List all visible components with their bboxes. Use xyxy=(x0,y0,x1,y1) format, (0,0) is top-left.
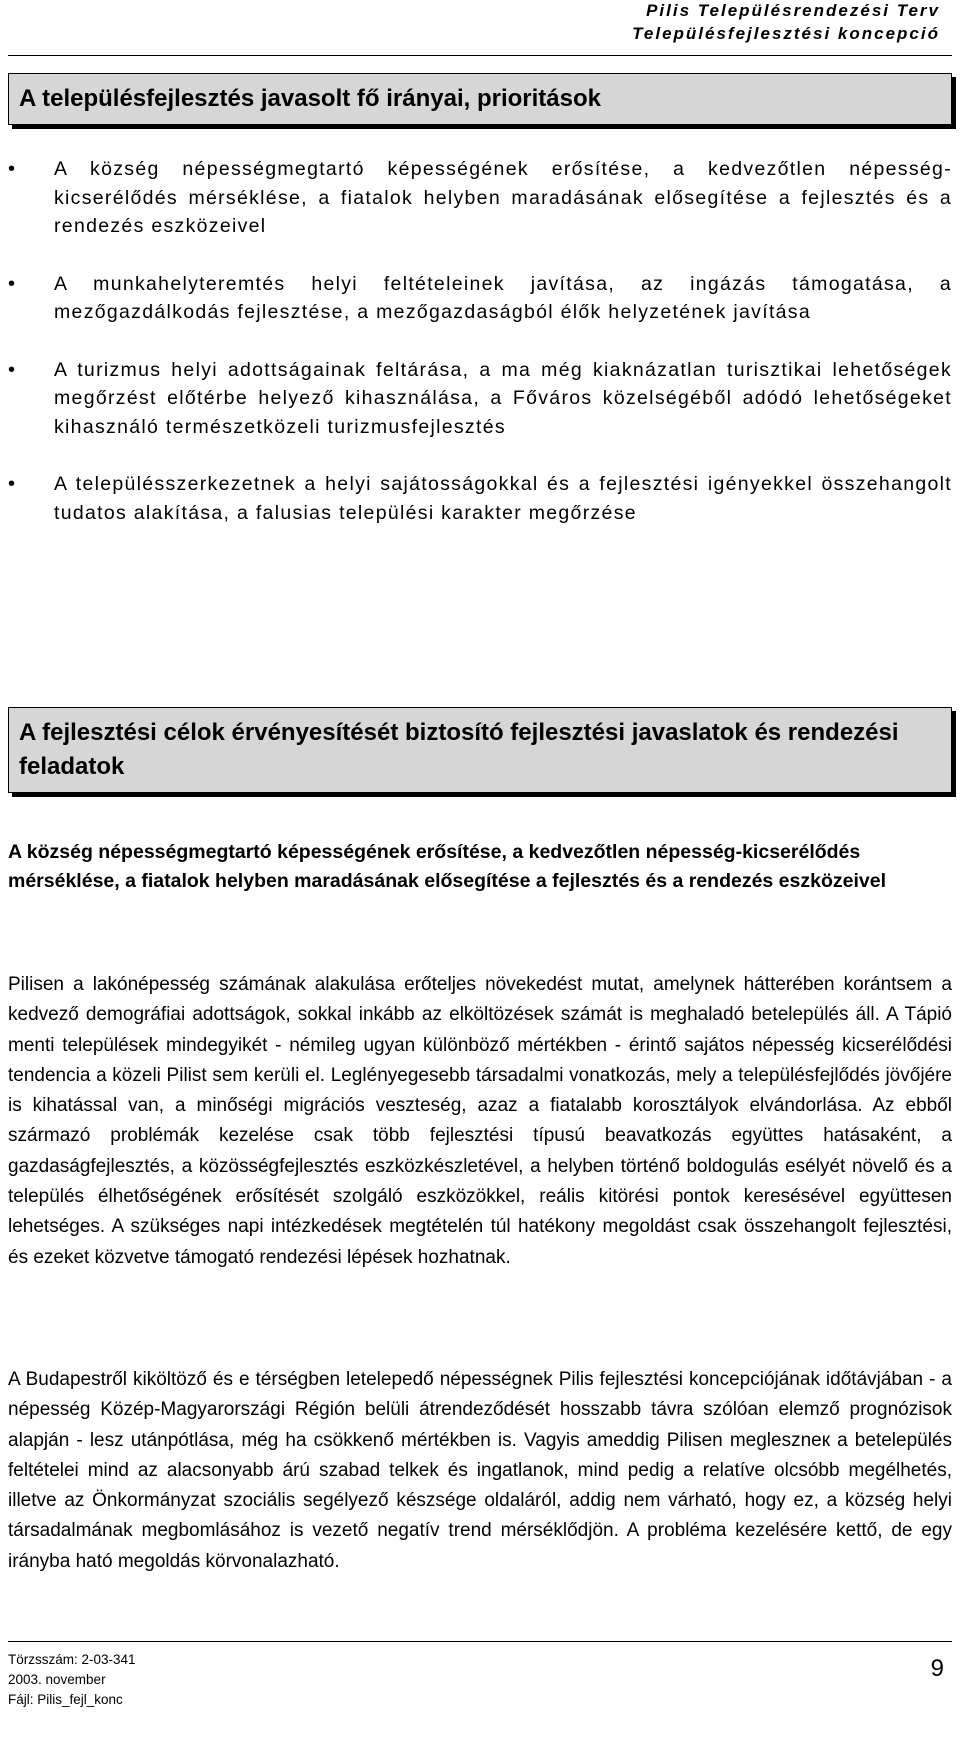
body-paragraph: A Budapestről kiköltöző és e térségben letelepedő népességnek Pilis fejlesztési koncepciójának időtávjában - a népesség Közép-Magyarországi Régión belüli átrendeződését hosszabb távra szólóan elemző prognózisok alapján - lesz utánpótlása, még ha csökkenő mértékben is. Vagyis ameddig Pilisen megleszneк a betelepülés feltételei mind az alacsonyabb árú szabad telkek és ingatlanok, mind pedig a relatíve olcsóbb megélhetés, illetve az Önkormányzat szociális segélyező készsége oldaláról, addig nem várható, hogy ez, a község helyi társadalmának megbomlásához is vezető negatív trend mérséklődjön. A probléma kezelésére kettő, de egy irányba ható megoldás körvonalazható. xyxy=(8,1369,952,1572)
section-heading-priorities: A településfejlesztés javasolt fő irányai, prioritások xyxy=(8,73,952,125)
section-heading-proposals: A fejlesztési célok érvényesítését biztosító fejlesztési javaslatok és rendezési feladatok xyxy=(8,707,952,793)
body-paragraph: Pilisen a lakónépesség számának alakulása erőteljes növekedést mutat, amelynek hátterében korántsem a kedvező demográfiai adottságok, sokkal inkább az elköltözések számát is meghaladó betelepülés áll. A Tápió menti települések mindegyikét - némileg ugyan különböző mértékben - érintő sajátos népesség kicserélődési tendencia a közeli Pilist sem kerüli el. Leglényegesebb társadalmi vonatkozás, mely a településfejlődés jövőjére is kihatással van, a minőségi migrációs veszteség, azaz a fiatalabb korosztályok elvándorlása. Az ebből származó problémák kezelése csak több fejlesztési típusú beavatkozás együttes hatásaként, a gazdaságfejlesztés, a közösségfejlesztés eszközkészletével, a helyben történő boldogulás esélyét növelő és a település élhetőségének erősítését szolgáló eszközökkel, reális kitörési pontok keresésével együttesen lehetséges. A szükséges napi intézkedések megtételén túl hatékony megoldást csak összehangolt fejlesztési, és ezeket közvetve támogató rendezési lépések hozhatnak. xyxy=(8,974,952,1268)
footer-filename: Fájl: Pilis_fejl_konc xyxy=(8,1692,123,1707)
footer-reg-number: Törzsszám: 2-03-341 xyxy=(8,1652,136,1667)
running-header xyxy=(632,0,940,46)
list-item: • A településszerkezetnek a helyi sajátosságokkal és a fejlesztési igényekkel összehangolt tudatos alakítása, a falusias települési karakter megőrzése xyxy=(8,470,952,527)
running-header-subtitle: Településfejlesztési koncepció xyxy=(632,24,940,43)
footer-info xyxy=(8,1650,136,1710)
footer-divider xyxy=(8,1641,952,1642)
subheading: A község népességmegtartó képességének erősítése, a kedvezőtlen népesség-kicserélődés mérséklése, a fiatalok helyben maradásának elősegítése a fejlesztés és a rendezés eszközeivel xyxy=(8,841,886,892)
footer-date: 2003. november xyxy=(8,1672,106,1687)
list-item: • A község népességmegtartó képességének erősítése, a kedvezőtlen népesség-kicserélődés mérséklése, a fiatalok helyben maradásának elősegítése a fejlesztés és a rendezés eszközeivel xyxy=(8,155,952,241)
running-header-title: Pilis Településrendezési Terv xyxy=(646,1,940,20)
page-number: 9 xyxy=(930,1655,944,1682)
list-item: • A munkahelyteremtés helyi feltételeinek javítása, az ingázás támogatása, a mezőgazdálkodás fejlesztése, a mezőgazdaságból élők helyzetének javítása xyxy=(8,270,952,327)
list-item: • A turizmus helyi adottságainak feltárása, a ma még kiaknázatlan turisztikai lehetőségek megőrzést előtérbe helyező kihasználása, a Főváros közelségéből adódó lehetőségeket kihasználó természetközeli turizmusfejlesztés xyxy=(8,356,952,442)
priority-list xyxy=(8,155,952,556)
header-divider xyxy=(8,55,952,56)
